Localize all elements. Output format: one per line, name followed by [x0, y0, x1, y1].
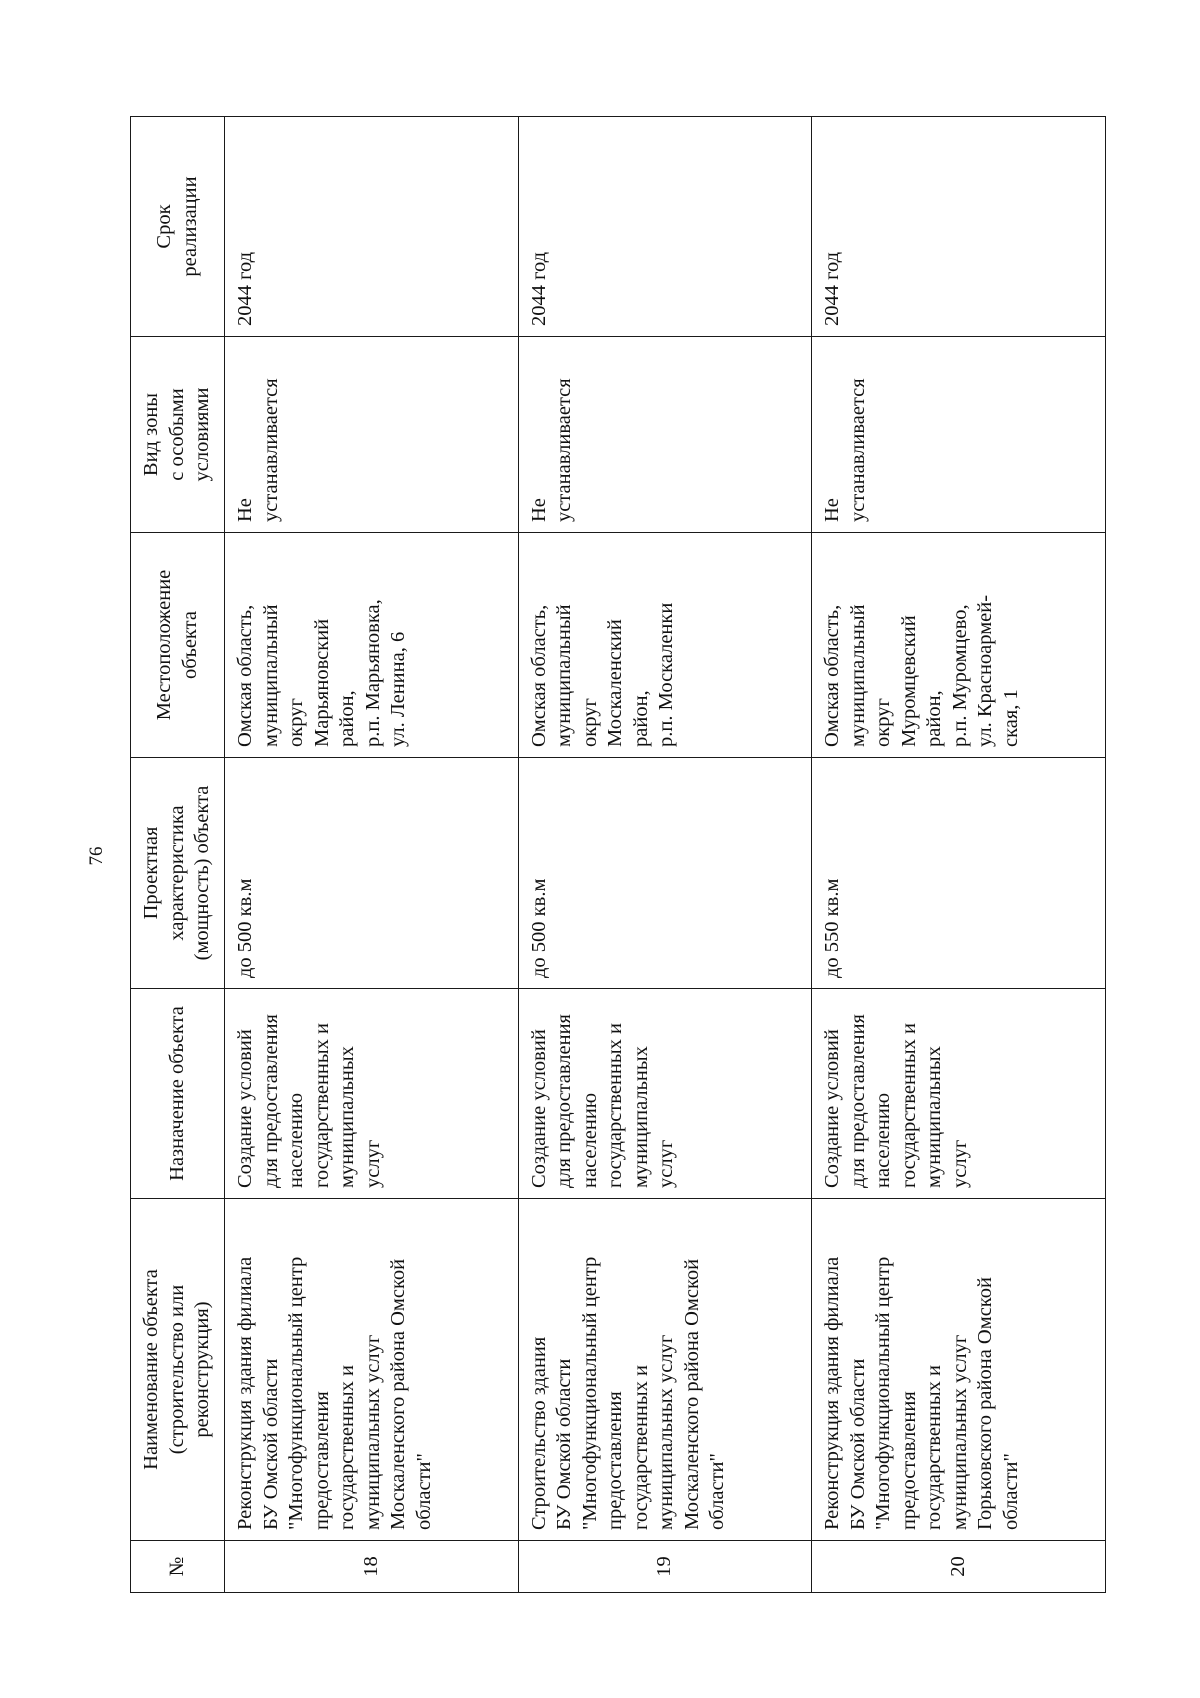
header-design-capacity: Проектная характеристика (мощность) объекта [131, 758, 225, 989]
design-capacity-cell: до 500 кв.м [518, 758, 812, 989]
term-cell: 2044 год [518, 117, 812, 337]
design-capacity-cell: до 500 кв.м [225, 758, 519, 989]
header-number: № [131, 1541, 225, 1593]
header-zone-type: Вид зоны с особыми условиями [131, 337, 225, 533]
location-cell: Омская область, муниципальный округ Муромцевский район, р.п. Муромцево, ул. Красноармей- ская, 1 [812, 533, 1106, 758]
table-row [225, 117, 519, 1593]
object-purpose-cell: Создание условий для предоставления населению государственных и муниципальных услуг [812, 989, 1106, 1199]
table-header-row [131, 117, 225, 1593]
object-purpose-cell: Создание условий для предоставления населению государственных и муниципальных услуг [518, 989, 812, 1199]
header-term: Срок реализации [131, 117, 225, 337]
header-object-purpose: Назначение объекта [131, 989, 225, 1199]
zone-type-cell: Не устанавливается [518, 337, 812, 533]
object-name-cell: Реконструкция здания филиала БУ Омской области "Многофункциональный центр предоставления государственных и муниципальных услуг Москаленского района Омской области" [225, 1199, 519, 1541]
zone-type-cell: Не устанавливается [225, 337, 519, 533]
design-capacity-cell: до 550 кв.м [812, 758, 1106, 989]
object-name-cell: Строительство здания БУ Омской области "Многофункциональный центр предоставления государственных и муниципальных услуг Москаленского района Омской области" [518, 1199, 812, 1541]
term-cell: 2044 год [225, 117, 519, 337]
object-purpose-cell: Создание условий для предоставления населению государственных и муниципальных услуг [225, 989, 519, 1199]
header-object-name: Наименование объекта (строительство или реконструкция) [131, 1199, 225, 1541]
objects-table [130, 116, 1106, 1593]
term-cell: 2044 год [812, 117, 1106, 337]
page-number: 76 [86, 846, 107, 866]
object-name-cell: Реконструкция здания филиала БУ Омской области "Многофункциональный центр предоставления государственных и муниципальных услуг Горьковского района Омской области" [812, 1199, 1106, 1541]
row-number: 20 [812, 1541, 1106, 1593]
header-location: Местоположение объекта [131, 533, 225, 758]
table-row [518, 117, 812, 1593]
location-cell: Омская область, муниципальный округ Москаленский район, р.п. Москаленки [518, 533, 812, 758]
table-row [812, 117, 1106, 1593]
zone-type-cell: Не устанавливается [812, 337, 1106, 533]
rotated-table-container [130, 117, 1106, 1593]
row-number: 18 [225, 1541, 519, 1593]
location-cell: Омская область, муниципальный округ Марьяновский район, р.п. Марьяновка, ул. Ленина, 6 [225, 533, 519, 758]
row-number: 19 [518, 1541, 812, 1593]
